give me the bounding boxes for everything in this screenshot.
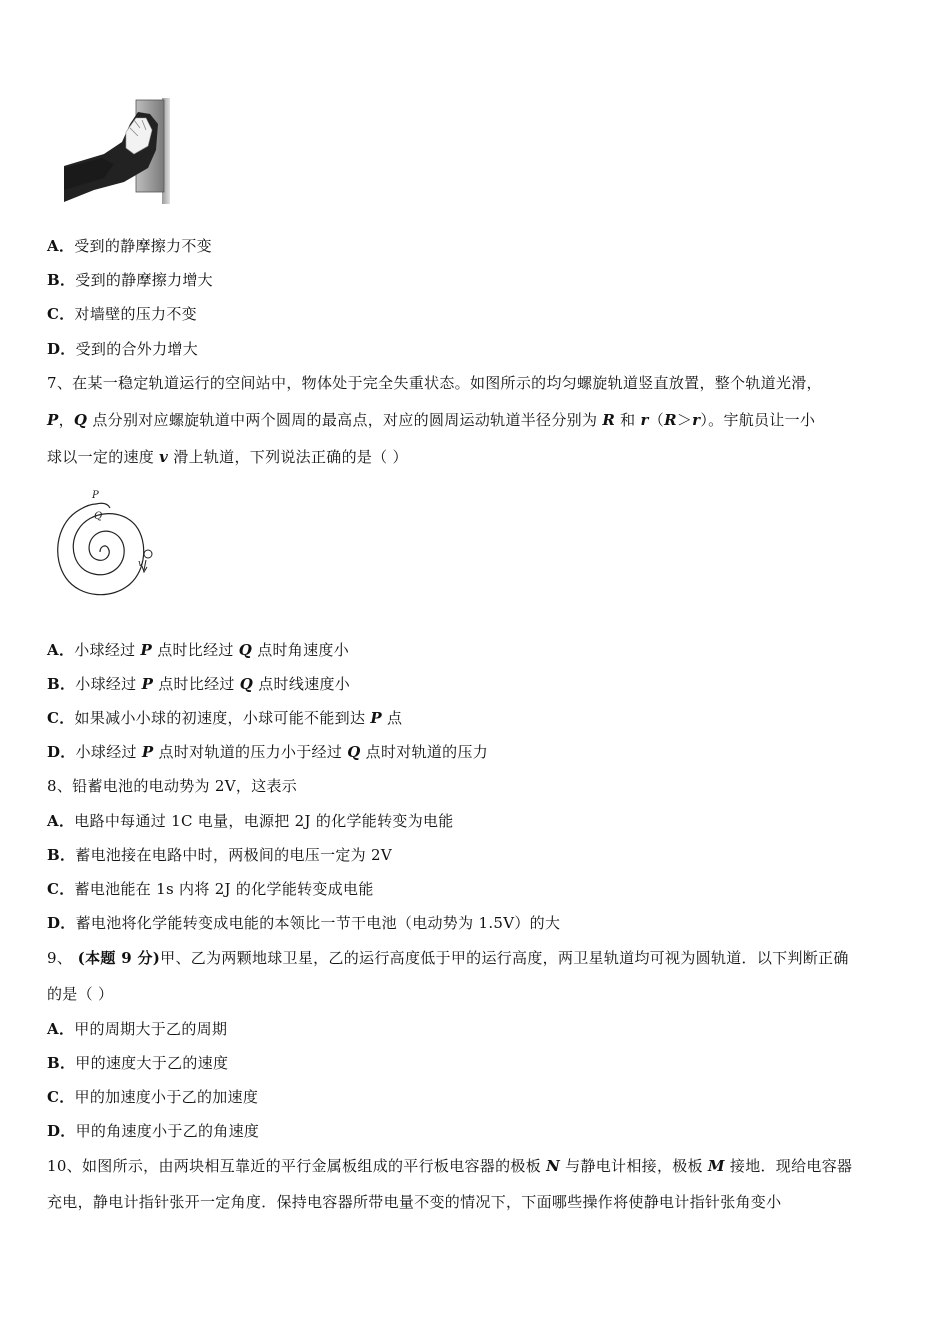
option-text: 电路中每通过 1C 电量，电源把 2J 的化学能转变为电能 [74, 812, 454, 830]
var-q: Q [347, 743, 361, 761]
text: 点时对轨道的压力 [360, 743, 489, 761]
var-p: P [370, 709, 382, 727]
spiral-track-figure [52, 486, 164, 608]
q9-option-b [47, 1053, 228, 1073]
q6-option-d [47, 339, 198, 359]
option-text: 甲的加速度小于乙的加速度 [74, 1088, 259, 1106]
q8-option-a [47, 811, 454, 831]
var-p: P [47, 411, 59, 429]
text: 点 [381, 709, 403, 727]
q6-option-a [47, 236, 212, 256]
option-text: 甲的周期大于乙的周期 [74, 1020, 228, 1038]
q9-option-c [47, 1087, 258, 1107]
option-letter: A． [47, 641, 75, 659]
option-letter: B． [47, 271, 76, 289]
option-letter: A． [47, 237, 75, 255]
text: 与静电计相接，极板 [560, 1157, 708, 1175]
var-q: Q [73, 411, 88, 429]
option-text: 蓄电池将化学能转变成电能的本领比一节干电池（电动势为 1.5V）的大 [75, 914, 561, 932]
option-letter: D． [47, 340, 76, 358]
label-q: Q [94, 511, 103, 522]
q7-option-a [47, 640, 349, 660]
q8-option-d [47, 913, 560, 933]
option-letter: C． [47, 709, 75, 727]
q7-option-d [47, 742, 488, 762]
text: 球以一定的速度 [47, 448, 160, 466]
q7-stem-line2 [47, 410, 815, 430]
option-letter: D． [47, 743, 76, 761]
text: 点时线速度小 [253, 675, 351, 693]
text: 甲、乙为两颗地球卫星，乙的运行高度低于甲的运行高度，两卫星轨道均可视为圆轨道．以下判断正确 [160, 949, 849, 967]
var-p: P [141, 675, 154, 693]
text: 小球经过 [75, 675, 142, 693]
var-p: P [140, 641, 153, 659]
option-text: 受到的静摩擦力不变 [74, 237, 212, 255]
option-letter: C． [47, 305, 75, 323]
option-letter: D． [47, 914, 76, 932]
q8-stem: 8、铅蓄电池的电动势为 2V，这表示 [47, 777, 298, 795]
sep: ， [58, 411, 74, 429]
var-m: M [707, 1157, 725, 1175]
text: 小球经过 [74, 641, 141, 659]
q10-stem-line1 [47, 1156, 852, 1176]
q9-option-a [47, 1019, 227, 1039]
q9-stem-line2: 的是（ ） [47, 985, 114, 1003]
option-letter: D． [47, 1122, 76, 1140]
option-text: 受到的合外力增大 [75, 340, 199, 358]
q9-stem-line1 [47, 948, 849, 968]
text: 小球经过 [75, 743, 142, 761]
q9-option-d [47, 1121, 259, 1141]
text: 点时比经过 [153, 675, 240, 693]
option-text: 甲的角速度小于乙的角速度 [75, 1122, 260, 1140]
text: （ [648, 411, 665, 429]
var-n: N [546, 1157, 561, 1175]
question-number: 9、 [47, 949, 73, 967]
hand-pressing-book-on-wall-figure [64, 98, 182, 204]
text: ）。宇航员让一小 [700, 411, 816, 429]
q7-option-b [47, 674, 350, 694]
text: ＞ [676, 411, 693, 429]
text: 10、如图所示，由两块相互靠近的平行金属板组成的平行板电容器的极板 [47, 1157, 547, 1175]
question-score: (本题 9 分) [72, 949, 161, 967]
text: 滑上轨道，下列说法正确的是（ ） [168, 448, 408, 466]
var-r-big: R [664, 411, 677, 429]
q7-stem-line3 [47, 447, 408, 467]
text: 接地．现给电容器 [724, 1157, 853, 1175]
option-text: 蓄电池接在电路中时，两极间的电压一定为 2V [75, 846, 393, 864]
q7-stem-line1: 7、在某一稳定轨道运行的空间站中，物体处于完全失重状态。如图所示的均匀螺旋轨道竖直放置，整个轨道光滑， [47, 374, 822, 392]
text: 点分别对应螺旋轨道中两个圆周的最高点，对应的圆周运动轨道半径分别为 [87, 411, 603, 429]
var-r-small: r [692, 411, 701, 429]
label-v: v [138, 559, 144, 569]
option-letter: B． [47, 675, 76, 693]
q10-stem-line2: 充电，静电计指针张开一定角度．保持电容器所带电量不变的情况下，下面哪些操作将使静电计指针张角变小 [47, 1193, 782, 1211]
var-r-big: R [602, 411, 616, 429]
option-letter: B． [47, 846, 76, 864]
label-p: P [92, 490, 99, 501]
text: 点时角速度小 [252, 641, 350, 659]
option-letter: A． [47, 1020, 75, 1038]
q7-option-c [47, 708, 402, 728]
q6-option-c [47, 304, 197, 324]
var-v: v [159, 448, 169, 466]
text: 和 [615, 411, 641, 429]
q8-option-b [47, 845, 392, 865]
option-letter: A． [47, 812, 75, 830]
q6-option-b [47, 270, 213, 290]
var-r-small: r [640, 411, 649, 429]
option-text: 蓄电池能在 1s 内将 2J 的化学能转变成电能 [74, 880, 374, 898]
option-letter: B． [47, 1054, 76, 1072]
text: 点时比经过 [152, 641, 239, 659]
text: 如果减小小球的初速度，小球可能不能到达 [74, 709, 371, 727]
var-q: Q [238, 641, 253, 659]
var-q: Q [239, 675, 254, 693]
q8-option-c [47, 879, 374, 899]
var-p: P [141, 743, 154, 761]
option-text: 对墙壁的压力不变 [74, 305, 197, 323]
option-letter: C． [47, 880, 75, 898]
text: 点时对轨道的压力小于经过 [153, 743, 348, 761]
option-text: 甲的速度大于乙的速度 [75, 1054, 229, 1072]
option-text: 受到的静摩擦力增大 [75, 271, 213, 289]
option-letter: C． [47, 1088, 75, 1106]
